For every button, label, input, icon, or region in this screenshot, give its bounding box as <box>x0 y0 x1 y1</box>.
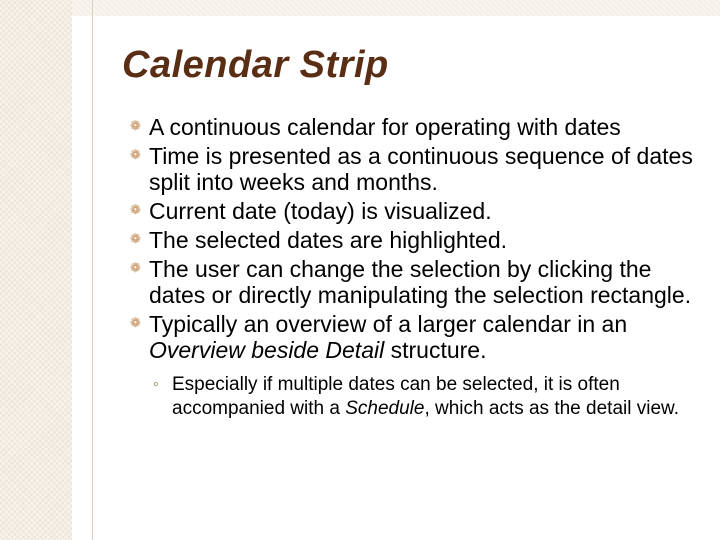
decorative-top-band <box>72 0 720 16</box>
sub-bullet-text-after: , which acts as the detail view. <box>424 398 679 419</box>
decorative-left-band <box>0 0 72 540</box>
bullet-text-after: structure. <box>384 337 487 363</box>
sub-bullet-text-italic: Schedule <box>345 398 425 419</box>
sub-bullet-text-before: Especially if multiple dates can be selected, it is often accompanied with a <box>172 374 620 419</box>
bullet-item <box>130 256 700 308</box>
bullet-text: A continuous calendar for operating with dates <box>149 114 621 140</box>
sub-bullet-list <box>149 373 700 421</box>
bullet-text: Time is presented as a continuous sequence of dates split into weeks and months. <box>149 143 693 195</box>
bullet-text: Current date (today) is visualized. <box>149 198 492 224</box>
double-arrow-bullet-icon: ❁ <box>130 315 141 330</box>
bullet-text: The selected dates are highlighted. <box>149 227 508 253</box>
bullet-text-before: Typically an overview of a larger calendar in an <box>149 311 628 337</box>
bullet-item <box>130 227 700 253</box>
decorative-vertical-line <box>92 0 93 540</box>
double-arrow-bullet-icon: ❁ <box>130 202 141 217</box>
double-arrow-bullet-icon: ❁ <box>130 260 141 275</box>
double-arrow-bullet-icon: ❁ <box>130 118 141 133</box>
bullet-text: The user can change the selection by clicking the dates or directly manipulating the selection rectangle. <box>149 256 692 308</box>
page-title: Calendar Strip <box>122 44 389 86</box>
sub-bullet-item <box>149 373 700 421</box>
bullet-list <box>130 114 700 424</box>
bullet-item <box>130 311 700 421</box>
bullet-text-italic: Overview beside Detail <box>149 337 385 363</box>
bullet-item <box>130 114 700 140</box>
bullet-item <box>130 143 700 195</box>
double-arrow-bullet-icon: ❁ <box>130 231 141 246</box>
circle-bullet-icon: ◦ <box>153 376 159 393</box>
double-arrow-bullet-icon: ❁ <box>130 147 141 162</box>
bullet-item <box>130 198 700 224</box>
